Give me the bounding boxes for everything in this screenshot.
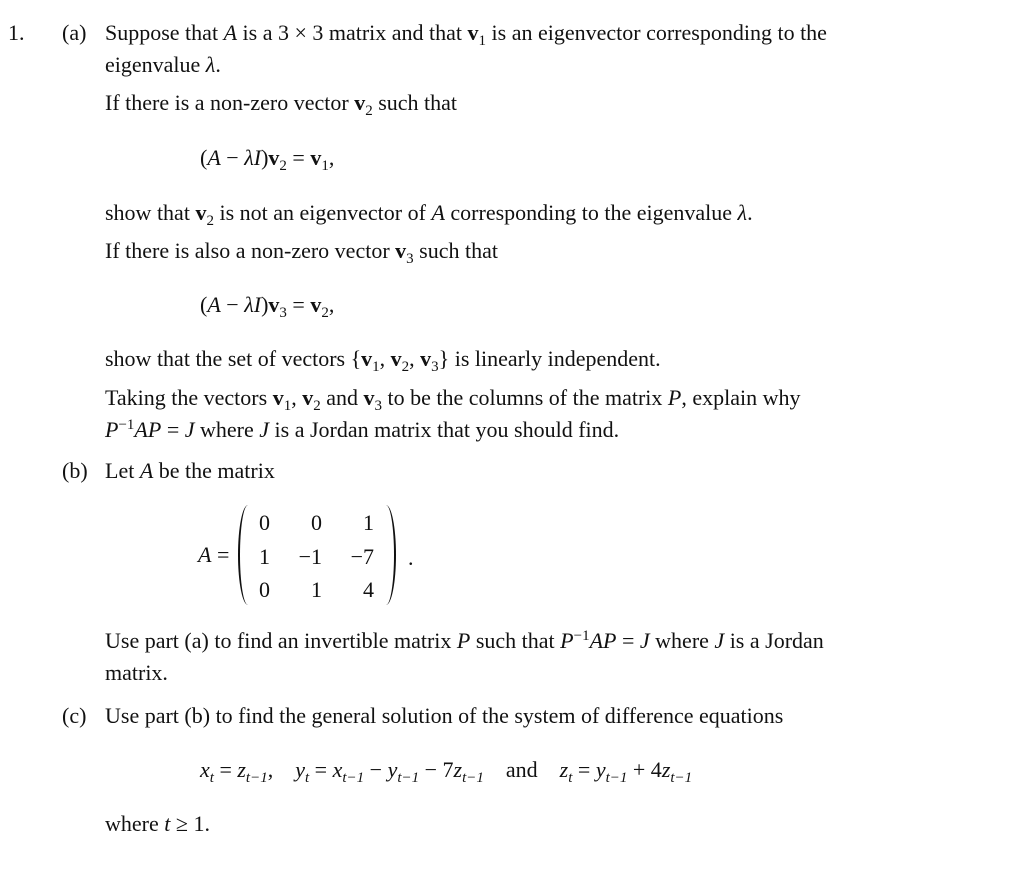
matrix-cell: −7 <box>350 544 374 569</box>
difference-equations: $x_t = z_{t-1}$, $y_t = x_{t-1} - y_{t-1} - 7z_{t-1}$ and $z_t = y_{t-1} + 4z_{t-1}$ <box>200 757 693 786</box>
part-a-line-8: $P^{-1}AP = J$ where J is a Jordan matrix that you should find. <box>105 417 620 442</box>
part-a-line-7: Taking the vectors $v_1$, $v_2$ and $v_3$ to be the columns of the matrix P, explain why <box>105 385 801 414</box>
matrix-a <box>198 505 438 605</box>
matrix-cell: 0 <box>259 577 270 602</box>
part-c-line-2: where t ≥ 1. <box>105 811 210 836</box>
part-a-label: (a) <box>62 20 87 45</box>
matrix-cell: 1 <box>311 577 322 602</box>
part-a-line-1: Suppose that A is a 3 × 3 matrix and that $v_1$ is an eigenvector corresponding to the <box>105 20 827 49</box>
part-b-label: (b) <box>62 458 88 483</box>
part-c-label: (c) <box>62 703 87 728</box>
equation-1: $(A - \lambda I)v_2 = v_1$, <box>200 145 335 174</box>
question-number: 1. <box>8 20 25 45</box>
matrix-cell: −1 <box>298 544 322 569</box>
matrix-cell: 1 <box>363 510 374 535</box>
matrix-period: . <box>408 545 414 570</box>
matrix-cell: 1 <box>259 544 270 569</box>
part-a-line-3: If there is a non-zero vector $v_2$ such that <box>105 90 458 119</box>
matrix-lhs: A = <box>198 542 230 567</box>
part-c-line-1: Use part (b) to find the general solution of the system of difference equations <box>105 703 784 728</box>
part-a-line-5: If there is also a non-zero vector $v_3$ such that <box>105 238 498 267</box>
part-b-line-2: Use part (a) to find an invertible matrix P such that $P^{-1}AP = J$ where J is a Jordan <box>105 628 824 653</box>
equation-2: $(A - \lambda I)v_3 = v_2$, <box>200 292 335 321</box>
part-a-line-2: eigenvalue λ. <box>105 52 221 77</box>
right-paren <box>376 505 396 605</box>
part-b-line-3: matrix. <box>105 660 168 685</box>
part-b-line-1: Let A be the matrix <box>105 458 275 483</box>
matrix-cell: 4 <box>363 577 374 602</box>
matrix-cell: 0 <box>259 510 270 535</box>
part-a-line-4: show that $v_2$ is not an eigenvector of A corresponding to the eigenvalue λ. <box>105 200 753 229</box>
part-a-line-6: show that the set of vectors {$v_1$, $v_2$, $v_3$} is linearly independent. <box>105 346 661 375</box>
matrix-cell: 0 <box>311 510 322 535</box>
